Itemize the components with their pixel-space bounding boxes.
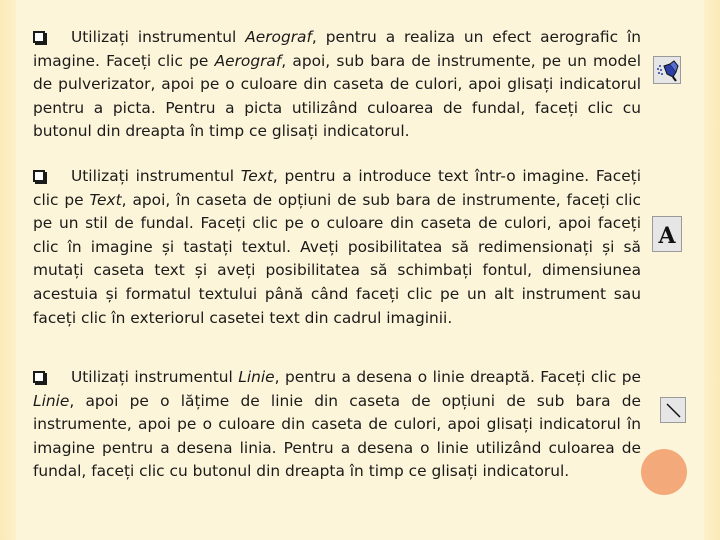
paragraph-airbrush: [33, 26, 641, 144]
left-border: [0, 0, 16, 540]
text-tool-glyph: A: [658, 223, 676, 249]
p1-text-3: , apoi, sub bara de instrumente, pe un model de pulverizator, apoi pe o culoare din caseta de culori, apoi glisați indicatorul pentru a picta. Pentru a picta utilizând culoarea de fundal, faceți clic cu butonul din dreapta în timp ce glisați indicatorul.: [33, 51, 641, 141]
airbrush-tool-icon: [653, 56, 681, 84]
p3-text-2: , pentru a desena o linie dreaptă. Faceți clic pe: [274, 368, 641, 386]
p2-text-2: , pentru a introduce text într-o imagine. Faceți clic pe: [33, 167, 641, 209]
p3-text-3: , apoi pe o lățime de linie din caseta de opțiuni de sub bara de instrumente, apoi pe o culoare din caseta de culori, apoi glisați indicatorul în imagine pentru a desena linia. Pentru a desena o linie utilizând culoarea de fundal, faceți clic cu butonul din dreapta în timp ce glisați indicatorul.: [33, 391, 641, 481]
p1-tool-name: Aerograf: [245, 28, 312, 46]
text-tool-icon: [652, 216, 682, 252]
decorative-orange-circle: [641, 449, 687, 495]
p3-tool-name-2: Linie: [33, 391, 70, 410]
p2-tool-name: Text: [240, 167, 273, 185]
p1-text-1: Utilizați instrumentul: [71, 28, 246, 46]
right-border: [704, 0, 720, 540]
p3-tool-name: Linie: [238, 368, 275, 386]
p1-tool-name-2: Aerograf: [214, 51, 282, 70]
paragraph-line: [33, 366, 641, 484]
bullet-checkbox-icon: [33, 371, 45, 383]
p2-text-3: , apoi, în caseta de opțiuni de sub bara de instrumente, faceți clic pe un stil de fundal. Faceți clic pe o culoare din caseta de culori, apoi faceți clic în imagine și tastați textul. Aveți posibilitatea să redimensionați și să mutați caseta text și aveți posibilitatea să schimbați fontul, dimensiunea acestuia și formatul textului până când faceți clic pe un alt instrument sau faceți clic în exteriorul casetei text din cadrul imaginii.: [33, 190, 642, 327]
line-tool-icon: [660, 397, 686, 423]
p2-text-1: Utilizați instrumentul: [71, 167, 241, 185]
bullet-checkbox-icon: [33, 170, 45, 182]
p3-text-1: Utilizați instrumentul: [71, 368, 239, 386]
p2-tool-name-2: Text: [89, 190, 122, 209]
paragraph-text: [33, 165, 641, 330]
p1-text-2: , pentru a realiza un efect aerografic în imagine. Faceți clic pe: [33, 28, 641, 70]
bullet-checkbox-icon: [33, 31, 45, 43]
